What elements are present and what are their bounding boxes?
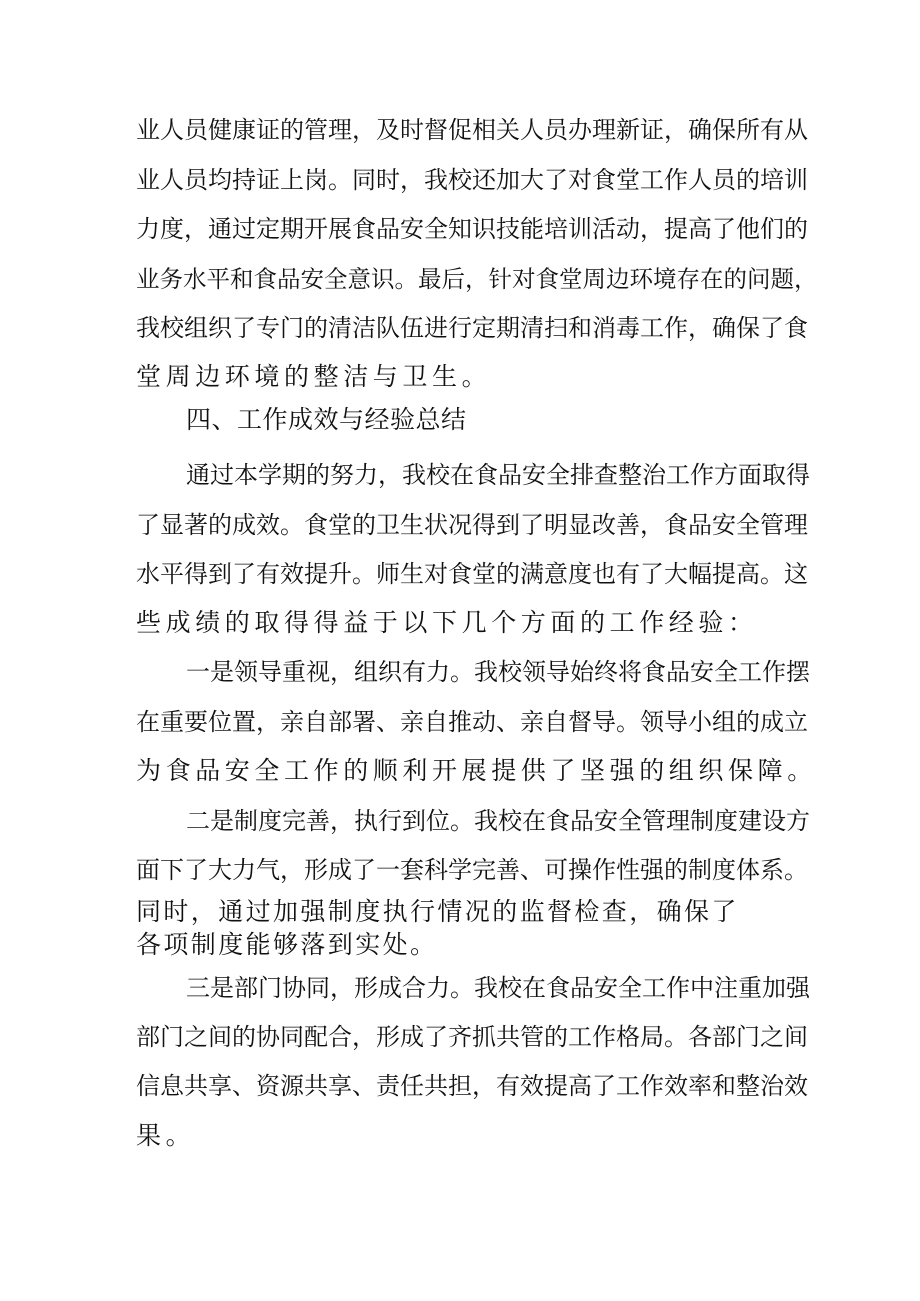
text-line: 通过本学期的努力，我校在食品安全排查整治工作方面取得 bbox=[186, 461, 810, 489]
text-line: 各项制度能够落到实处。 bbox=[136, 930, 438, 959]
text-line: 一是领导重视，组织有力。我校领导始终将食品安全工作摆 bbox=[186, 658, 810, 686]
text-line: 堂周边环境的整洁与卫生。 bbox=[136, 362, 492, 391]
text-line: 了显著的成效。食堂的卫生状况得到了明显改善，食品安全管理 bbox=[136, 511, 808, 539]
text-line: 信息共享、资源共享、责任共担，有效提高了工作效率和整治效 bbox=[136, 1072, 808, 1100]
section-heading: 四、工作成效与经验总结 bbox=[186, 405, 467, 434]
text-line: 三是部门协同，形成合力。我校在食品安全工作中注重加强 bbox=[186, 974, 810, 1002]
text-line: 在重要位置，亲自部署、亲自推动、亲自督导。领导小组的成立 bbox=[136, 708, 808, 736]
text-line: 力度，通过定期开展食品安全知识技能培训活动，提高了他们的 bbox=[136, 215, 808, 243]
text-line: 面下了大力气，形成了一套科学完善、可操作性强的制度体系。 bbox=[136, 856, 808, 884]
text-line: 业人员均持证上岗。同时，我校还加大了对食堂工作人员的培训 bbox=[136, 166, 808, 194]
text-line: 我校组织了专门的清洁队伍进行定期清扫和消毒工作，确保了食 bbox=[136, 314, 808, 342]
text-line: 些成绩的取得得益于以下几个方面的工作经验： bbox=[136, 608, 758, 637]
text-line: 部门之间的协同配合，形成了齐抓共管的工作格局。各部门之间 bbox=[136, 1023, 808, 1051]
text-line: 同时，通过加强制度执行情况的监督检查，确保了 bbox=[136, 897, 739, 926]
text-line: 水平得到了有效提升。师生对食堂的满意度也有了大幅提高。这 bbox=[136, 560, 808, 588]
text-line: 二是制度完善，执行到位。我校在食品安全管理制度建设方 bbox=[186, 807, 810, 835]
text-line: 果。 bbox=[136, 1121, 196, 1150]
text-line: 业人员健康证的管理，及时督促相关人员办理新证，确保所有从 bbox=[136, 116, 808, 144]
text-line: 为食品安全工作的顺利开展提供了坚强的组织保障。 bbox=[136, 756, 817, 785]
text-line: 业务水平和食品安全意识。最后，针对食堂周边环境存在的问题， bbox=[136, 265, 818, 293]
